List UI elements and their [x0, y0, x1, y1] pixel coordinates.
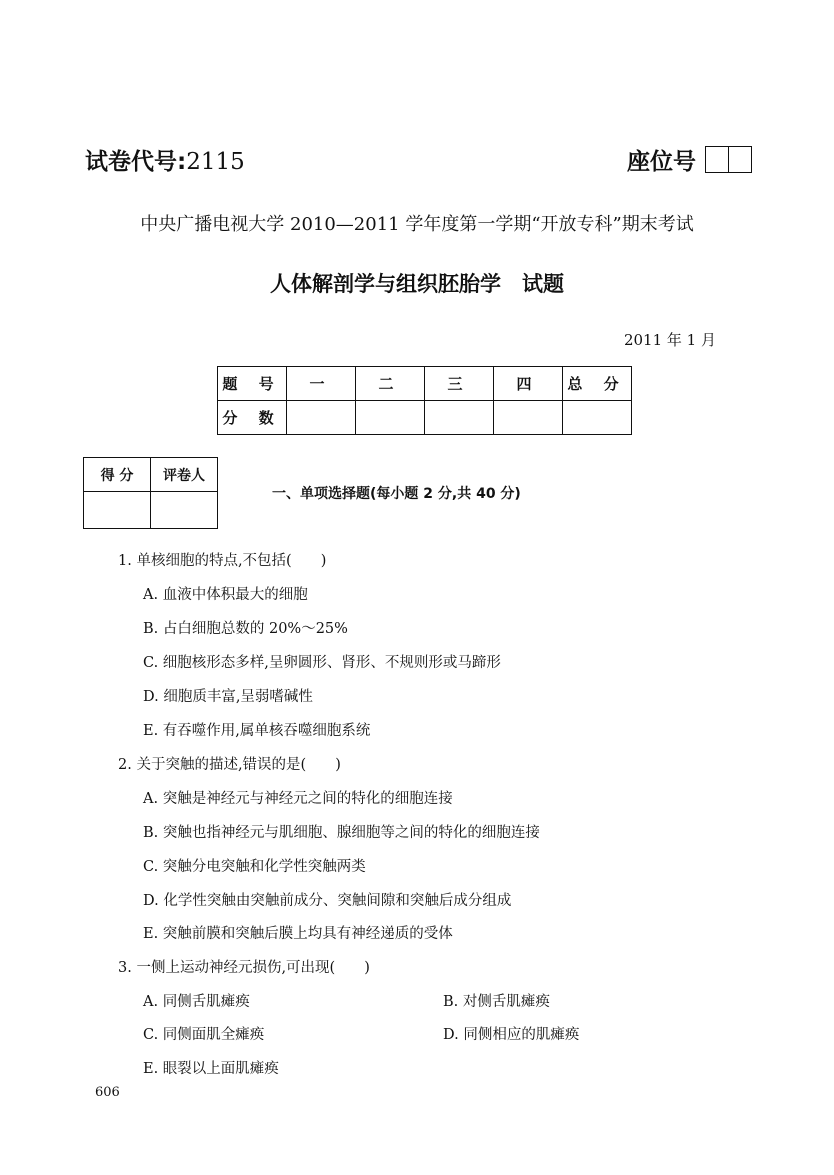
seat-number-label: 座位号: [627, 149, 696, 175]
seat-number-boxes[interactable]: [705, 146, 750, 173]
score-entry-cell[interactable]: [356, 401, 425, 435]
score-table-header-row: [218, 367, 632, 401]
score-table-cell: 三: [425, 367, 494, 401]
question-option: A. 突触是神经元与神经元之间的特化的细胞连接: [143, 791, 453, 807]
section-heading: 一、单项选择题(每小题 2 分,共 40 分): [272, 486, 521, 502]
score-entry-cell[interactable]: [563, 401, 632, 435]
question-option: D. 同侧相应的肌瘫痪: [443, 1027, 580, 1043]
question-option: D. 细胞质丰富,呈弱嗜碱性: [143, 689, 313, 705]
question-stem: 1. 单核细胞的特点,不包括( ): [118, 553, 327, 569]
seat-number-box[interactable]: [728, 146, 752, 173]
question-option: C. 突触分电突触和化学性突触两类: [143, 859, 366, 875]
question-stem: 3. 一侧上运动神经元损伤,可出现( ): [118, 960, 370, 976]
score-entry-cell[interactable]: [425, 401, 494, 435]
question-option: D. 化学性突触由突触前成分、突触间隙和突触后成分组成: [143, 893, 512, 909]
exam-date: 2011 年 1 月: [623, 331, 716, 349]
exam-subtitle: 中央广播电视大学 2010—2011 学年度第一学期“开放专科”期末考试: [140, 214, 694, 235]
page-number: 606: [95, 1085, 120, 1100]
score-table-cell: 分 数: [218, 401, 287, 435]
exam-code-label: 试卷代号:: [85, 149, 187, 175]
score-table: [217, 366, 632, 435]
question-option: B. 突触也指神经元与肌细胞、腺细胞等之间的特化的细胞连接: [143, 825, 540, 841]
score-entry-cell[interactable]: [287, 401, 356, 435]
score-table-cell: 四: [494, 367, 563, 401]
score-table-cell: 一: [287, 367, 356, 401]
exam-code: [85, 143, 245, 176]
score-table-cell: 总 分: [563, 367, 632, 401]
grader-table: [83, 457, 218, 529]
question-option: B. 占白细胞总数的 20%～25%: [143, 621, 348, 637]
question-option: C. 细胞核形态多样,呈卵圆形、肾形、不规则形或马蹄形: [143, 655, 501, 671]
question-option: E. 眼裂以上面肌瘫痪: [143, 1061, 279, 1077]
question-option: B. 对侧舌肌瘫痪: [443, 994, 550, 1010]
score-table-cell: 题 号: [218, 367, 287, 401]
grader-table-header: 评卷人: [151, 458, 218, 492]
score-entry-cell[interactable]: [494, 401, 563, 435]
grader-score-cell[interactable]: [84, 492, 151, 529]
question-option: E. 有吞噬作用,属单核吞噬细胞系统: [143, 723, 371, 739]
grader-table-header: 得 分: [84, 458, 151, 492]
score-table-cell: 二: [356, 367, 425, 401]
question-option: C. 同侧面肌全瘫痪: [143, 1027, 265, 1043]
exam-title: 人体解剖学与组织胚胎学 试题: [270, 272, 564, 296]
exam-code-value: 2115: [186, 149, 245, 175]
seat-number-box[interactable]: [705, 146, 729, 173]
question-stem: 2. 关于突触的描述,错误的是( ): [118, 757, 341, 773]
grader-name-cell[interactable]: [151, 492, 218, 529]
question-option: A. 同侧舌肌瘫痪: [143, 994, 250, 1010]
question-option: A. 血液中体积最大的细胞: [143, 587, 308, 603]
question-option: E. 突触前膜和突触后膜上均具有神经递质的受体: [143, 926, 453, 942]
score-table-score-row: [218, 401, 632, 435]
